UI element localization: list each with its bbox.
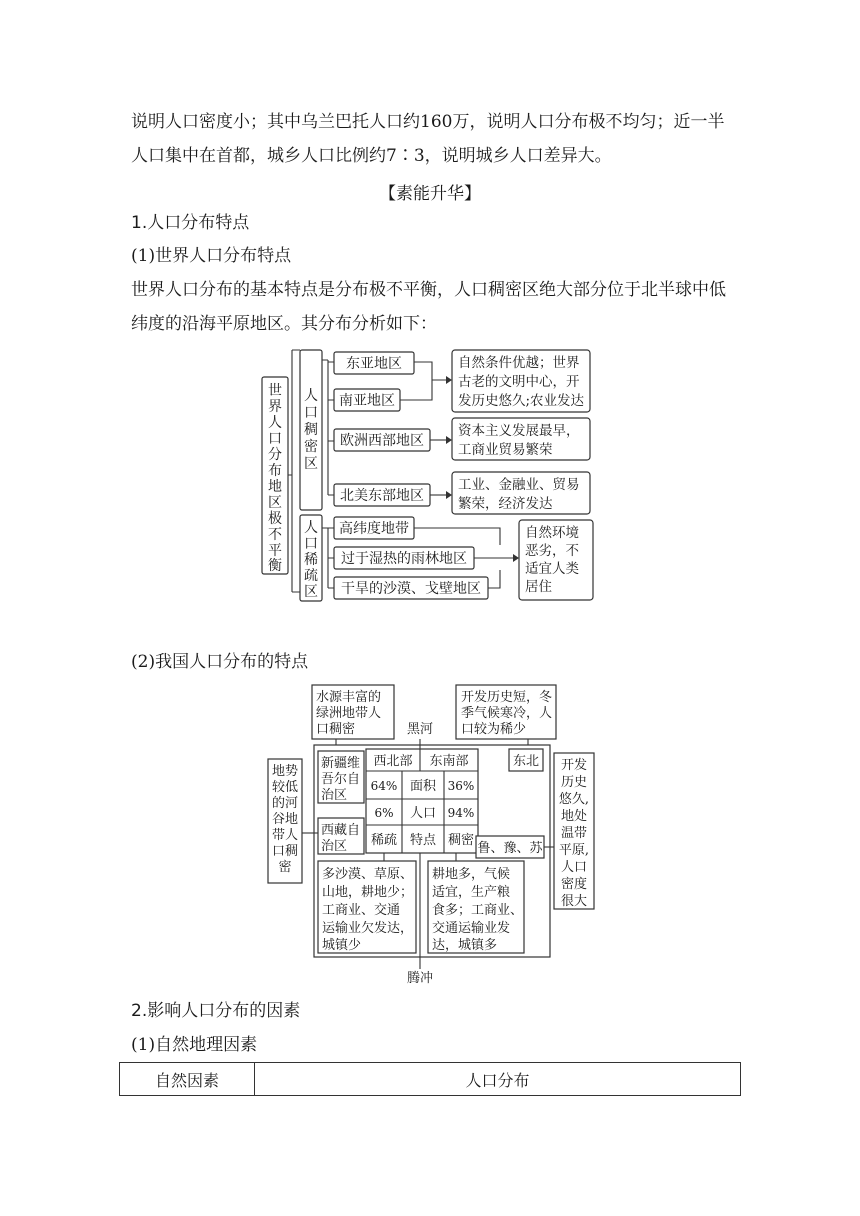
high-lat-label: 高纬度地带 xyxy=(339,521,409,537)
heading-1: 1.人口分布特点 xyxy=(131,213,250,233)
rainforest-label: 过于湿热的雨林地区 xyxy=(341,551,467,567)
sparse-char: 人 xyxy=(304,520,318,536)
se-feature-value: 稠密 xyxy=(447,833,475,848)
heading-2: 2.影响人口分布的因素 xyxy=(131,1001,301,1021)
dense-char: 人 xyxy=(304,388,318,404)
east-note-line: 地处 xyxy=(560,809,588,824)
reason-sparse-line: 恶劣，不 xyxy=(525,543,579,559)
tibet-line: 西藏自 xyxy=(321,823,361,838)
valley-line: 谷地 xyxy=(271,812,299,827)
east-asia-label: 东亚地区 xyxy=(346,356,402,372)
root-char: 界 xyxy=(268,399,282,415)
east-note-line: 温带 xyxy=(560,826,588,841)
northeast-note-line: 口较为稀少 xyxy=(461,722,527,737)
valley-line: 较低 xyxy=(271,780,299,795)
table-header-cell: 自然因素 xyxy=(120,1063,255,1096)
se-pop-value: 94% xyxy=(447,806,475,820)
reason-eu-line: 工商业贸易繁荣 xyxy=(458,442,553,458)
root-char: 地 xyxy=(268,479,282,495)
world-text-line-2: 纬度的沿海平原地区。其分布分析如下： xyxy=(131,314,437,334)
south-asia-label: 南亚地区 xyxy=(339,393,395,409)
reason-asia-line: 自然条件优越；世界 xyxy=(458,355,580,371)
desert-label: 干旱的沙漠、戈壁地区 xyxy=(341,581,481,597)
oasis-line: 水源丰富的 xyxy=(316,690,382,705)
reason-na-line: 工业、金融业、贸易 xyxy=(458,477,580,493)
nw-desc-line: 工商业、交通 xyxy=(322,903,401,918)
reason-sparse-line: 自然环境 xyxy=(525,525,579,541)
intro-line-1: 说明人口密度小；其中乌兰巴托人口约160万，说明人口分布极不均匀；近一半 xyxy=(131,112,725,132)
heading-1-sub-2: (2)我国人口分布的特点 xyxy=(131,652,309,672)
se-desc-line: 耕地多，气候 xyxy=(432,867,511,882)
nw-desc-line: 城镇少 xyxy=(322,938,362,953)
nw-area-value: 64% xyxy=(370,779,398,793)
east-note-line: 平原, xyxy=(558,843,590,858)
east-note-line: 人口 xyxy=(560,860,588,875)
root-char: 分 xyxy=(268,447,282,463)
e-na-label: 北美东部地区 xyxy=(340,488,424,504)
nw-desc-line: 多沙漠、草原、 xyxy=(322,867,414,882)
sparse-char: 疏 xyxy=(304,568,318,584)
heading-2-sub-1: (1)自然地理因素 xyxy=(131,1035,258,1055)
se-desc-line: 达，城镇多 xyxy=(432,938,498,953)
dense-char: 稠 xyxy=(304,422,318,438)
tibet-line: 治区 xyxy=(321,839,348,854)
oasis-line: 口稠密 xyxy=(316,722,356,737)
reason-asia-line: 发历史悠久;农业发达 xyxy=(458,393,585,409)
se-area-value: 36% xyxy=(447,779,475,793)
root-label xyxy=(268,383,282,574)
northwest-label: 西北部 xyxy=(373,754,413,769)
reason-sparse-line: 适宜人类 xyxy=(525,561,579,577)
nw-desc-line: 山地，耕地少； xyxy=(322,885,414,900)
world-text-line-1: 世界人口分布的基本特点是分布极不平衡，人口稠密区绝大部分位于北半球中低 xyxy=(131,280,726,300)
east-note-line: 开发 xyxy=(560,758,588,773)
sparse-label xyxy=(304,520,318,600)
root-char: 布 xyxy=(268,463,282,479)
lu-yu-su-label: 鲁、豫、苏 xyxy=(477,841,543,856)
east-note-line: 历史 xyxy=(560,775,588,790)
intro-line-2: 人口集中在首都，城乡人口比例约7∶3，说明城乡人口差异大。 xyxy=(131,146,612,166)
sparse-char: 口 xyxy=(304,536,318,552)
dense-char: 口 xyxy=(304,405,318,421)
pop-label: 人口 xyxy=(409,806,437,821)
valley-line: 的河 xyxy=(271,796,299,811)
northeast-note-line: 季气候寒冷，人 xyxy=(461,706,553,721)
area-label: 面积 xyxy=(409,779,437,794)
feature-label: 特点 xyxy=(409,833,437,848)
china-population-diagram xyxy=(266,683,602,988)
northeast-note-line: 开发历史短，冬 xyxy=(461,690,553,705)
heihe-label: 黑河 xyxy=(406,722,434,737)
reason-sparse-line: 居住 xyxy=(525,579,552,595)
nw-pop-value: 6% xyxy=(374,806,394,820)
table-row xyxy=(120,1063,741,1096)
east-note-line: 悠久, xyxy=(558,792,590,807)
dongbei-label: 东北 xyxy=(512,754,540,769)
east-note-line: 密度 xyxy=(560,877,588,892)
dense-char: 区 xyxy=(304,456,318,472)
southeast-label: 东南部 xyxy=(429,754,469,769)
valley-line: 口稠 xyxy=(271,844,299,859)
valley-line: 密 xyxy=(278,860,292,875)
root-char: 人 xyxy=(268,415,282,431)
valley-line: 带人 xyxy=(271,828,299,843)
table-header-cell: 人口分布 xyxy=(255,1063,741,1096)
se-desc-line: 交通运输业发 xyxy=(432,921,511,936)
nw-feature-value: 稀疏 xyxy=(370,833,398,848)
root-char: 世 xyxy=(268,383,282,399)
xinjiang-line: 新疆维 xyxy=(321,756,361,771)
east-note-line: 很大 xyxy=(560,894,588,909)
root-char: 极 xyxy=(268,511,282,527)
root-char: 平 xyxy=(268,543,282,559)
nw-desc-line: 运输业欠发达， xyxy=(322,921,414,936)
dense-label xyxy=(304,388,318,472)
reason-na-line: 繁荣，经济发达 xyxy=(458,496,553,512)
root-char: 不 xyxy=(268,527,282,543)
valley-line: 地势 xyxy=(271,764,299,779)
xinjiang-line: 吾尔自 xyxy=(321,772,361,787)
oasis-line: 绿洲地带人 xyxy=(316,706,382,721)
natural-factors-table xyxy=(119,1062,741,1096)
sparse-char: 区 xyxy=(304,584,318,600)
heading-1-sub-1: (1)世界人口分布特点 xyxy=(131,246,292,266)
root-char: 口 xyxy=(268,431,282,447)
se-desc-line: 食多；工商业、 xyxy=(432,903,524,918)
se-desc-line: 适宜，生产粮 xyxy=(432,885,511,900)
tengchong-label: 腾冲 xyxy=(406,971,434,986)
reason-eu-line: 资本主义发展最早， xyxy=(458,423,580,439)
section-title: 【素能升华】 xyxy=(379,184,481,204)
sparse-char: 稀 xyxy=(304,552,318,568)
root-char: 区 xyxy=(268,495,282,511)
dense-char: 密 xyxy=(304,439,318,455)
world-population-diagram xyxy=(258,340,598,605)
w-europe-label: 欧洲西部地区 xyxy=(340,433,424,449)
root-char: 衡 xyxy=(268,558,282,574)
reason-asia-line: 古老的文明中心，开 xyxy=(458,374,580,390)
xinjiang-line: 治区 xyxy=(321,788,348,803)
